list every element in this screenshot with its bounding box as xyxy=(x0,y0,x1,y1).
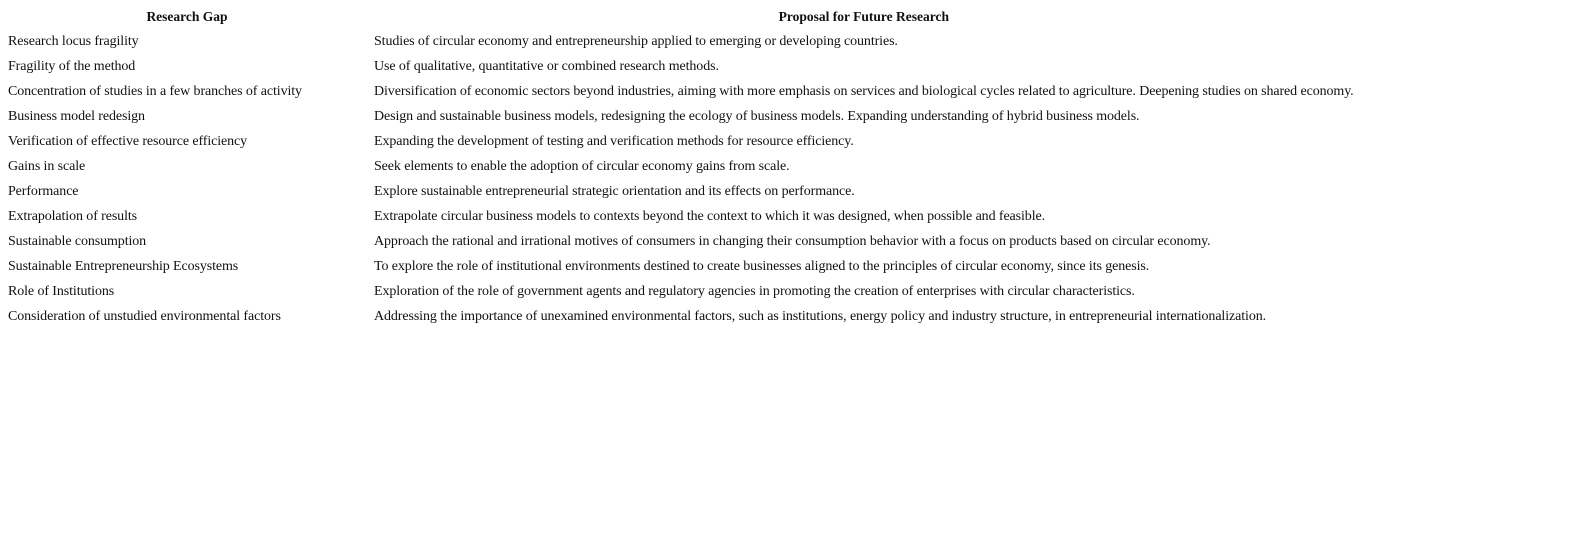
proposal-cell: To explore the role of institutional environments destined to create businesses aligned to the principles of circular economy, since its genesis. xyxy=(374,258,1150,274)
research-gap-cell: Verification of effective resource efficiency xyxy=(8,133,248,149)
table-row xyxy=(4,204,1358,229)
table-row xyxy=(4,304,1358,329)
research-gap-cell: Gains in scale xyxy=(8,158,86,174)
proposal-cell: Expanding the development of testing and verification methods for resource efficiency. xyxy=(374,133,854,149)
table-row xyxy=(4,79,1358,104)
research-gap-cell: Concentration of studies in a few branches of activity xyxy=(8,83,302,99)
research-gap-cell: Business model redesign xyxy=(8,108,145,124)
proposal-cell: Seek elements to enable the adoption of circular economy gains from scale. xyxy=(374,158,790,174)
header-proposal: Proposal for Future Research xyxy=(778,9,949,24)
proposal-cell: Design and sustainable business models, redesigning the ecology of business models. Expanding understanding of hybrid business models. xyxy=(374,108,1140,124)
proposal-cell: Use of qualitative, quantitative or combined research methods. xyxy=(374,58,719,74)
proposal-cell: Approach the rational and irrational motives of consumers in changing their consumption behavior with a focus on products based on circular economy. xyxy=(374,233,1211,249)
table-row xyxy=(4,129,1358,154)
proposal-cell: Addressing the importance of unexamined environmental factors, such as institutions, energy policy and industry structure, in entrepreneurial internationalization. xyxy=(374,308,1267,324)
table-row xyxy=(4,279,1358,304)
research-gap-cell: Role of Institutions xyxy=(8,283,115,299)
table-row xyxy=(4,104,1358,129)
research-gap-cell: Sustainable Entrepreneurship Ecosystems xyxy=(8,258,239,274)
proposal-cell: Studies of circular economy and entrepreneurship applied to emerging or developing countries. xyxy=(374,33,898,49)
research-gap-cell: Research locus fragility xyxy=(8,33,139,49)
research-gap-table xyxy=(4,5,1358,329)
table-row xyxy=(4,54,1358,79)
proposal-cell: Exploration of the role of government agents and regulatory agencies in promoting the creation of enterprises with circular characteristics. xyxy=(374,283,1135,299)
research-gap-cell: Sustainable consumption xyxy=(8,233,147,249)
proposal-cell: Explore sustainable entrepreneurial strategic orientation and its effects on performance. xyxy=(374,183,855,199)
research-gap-cell: Performance xyxy=(8,183,79,199)
research-gap-cell: Fragility of the method xyxy=(8,58,136,74)
table-row xyxy=(4,179,1358,204)
research-gap-cell: Extrapolation of results xyxy=(8,208,138,224)
table-row xyxy=(4,229,1358,254)
proposal-cell: Diversification of economic sectors beyond industries, aiming with more emphasis on services and biological cycles related to agriculture. Deepening studies on shared economy. xyxy=(374,83,1354,99)
table-row xyxy=(4,254,1358,279)
table-row xyxy=(4,154,1358,179)
table-row xyxy=(4,29,1358,54)
header-row xyxy=(4,5,1358,29)
proposal-cell: Extrapolate circular business models to contexts beyond the context to which it was designed, when possible and feasible. xyxy=(374,208,1046,224)
research-gap-cell: Consideration of unstudied environmental factors xyxy=(8,308,281,324)
header-research-gap: Research Gap xyxy=(146,9,228,24)
